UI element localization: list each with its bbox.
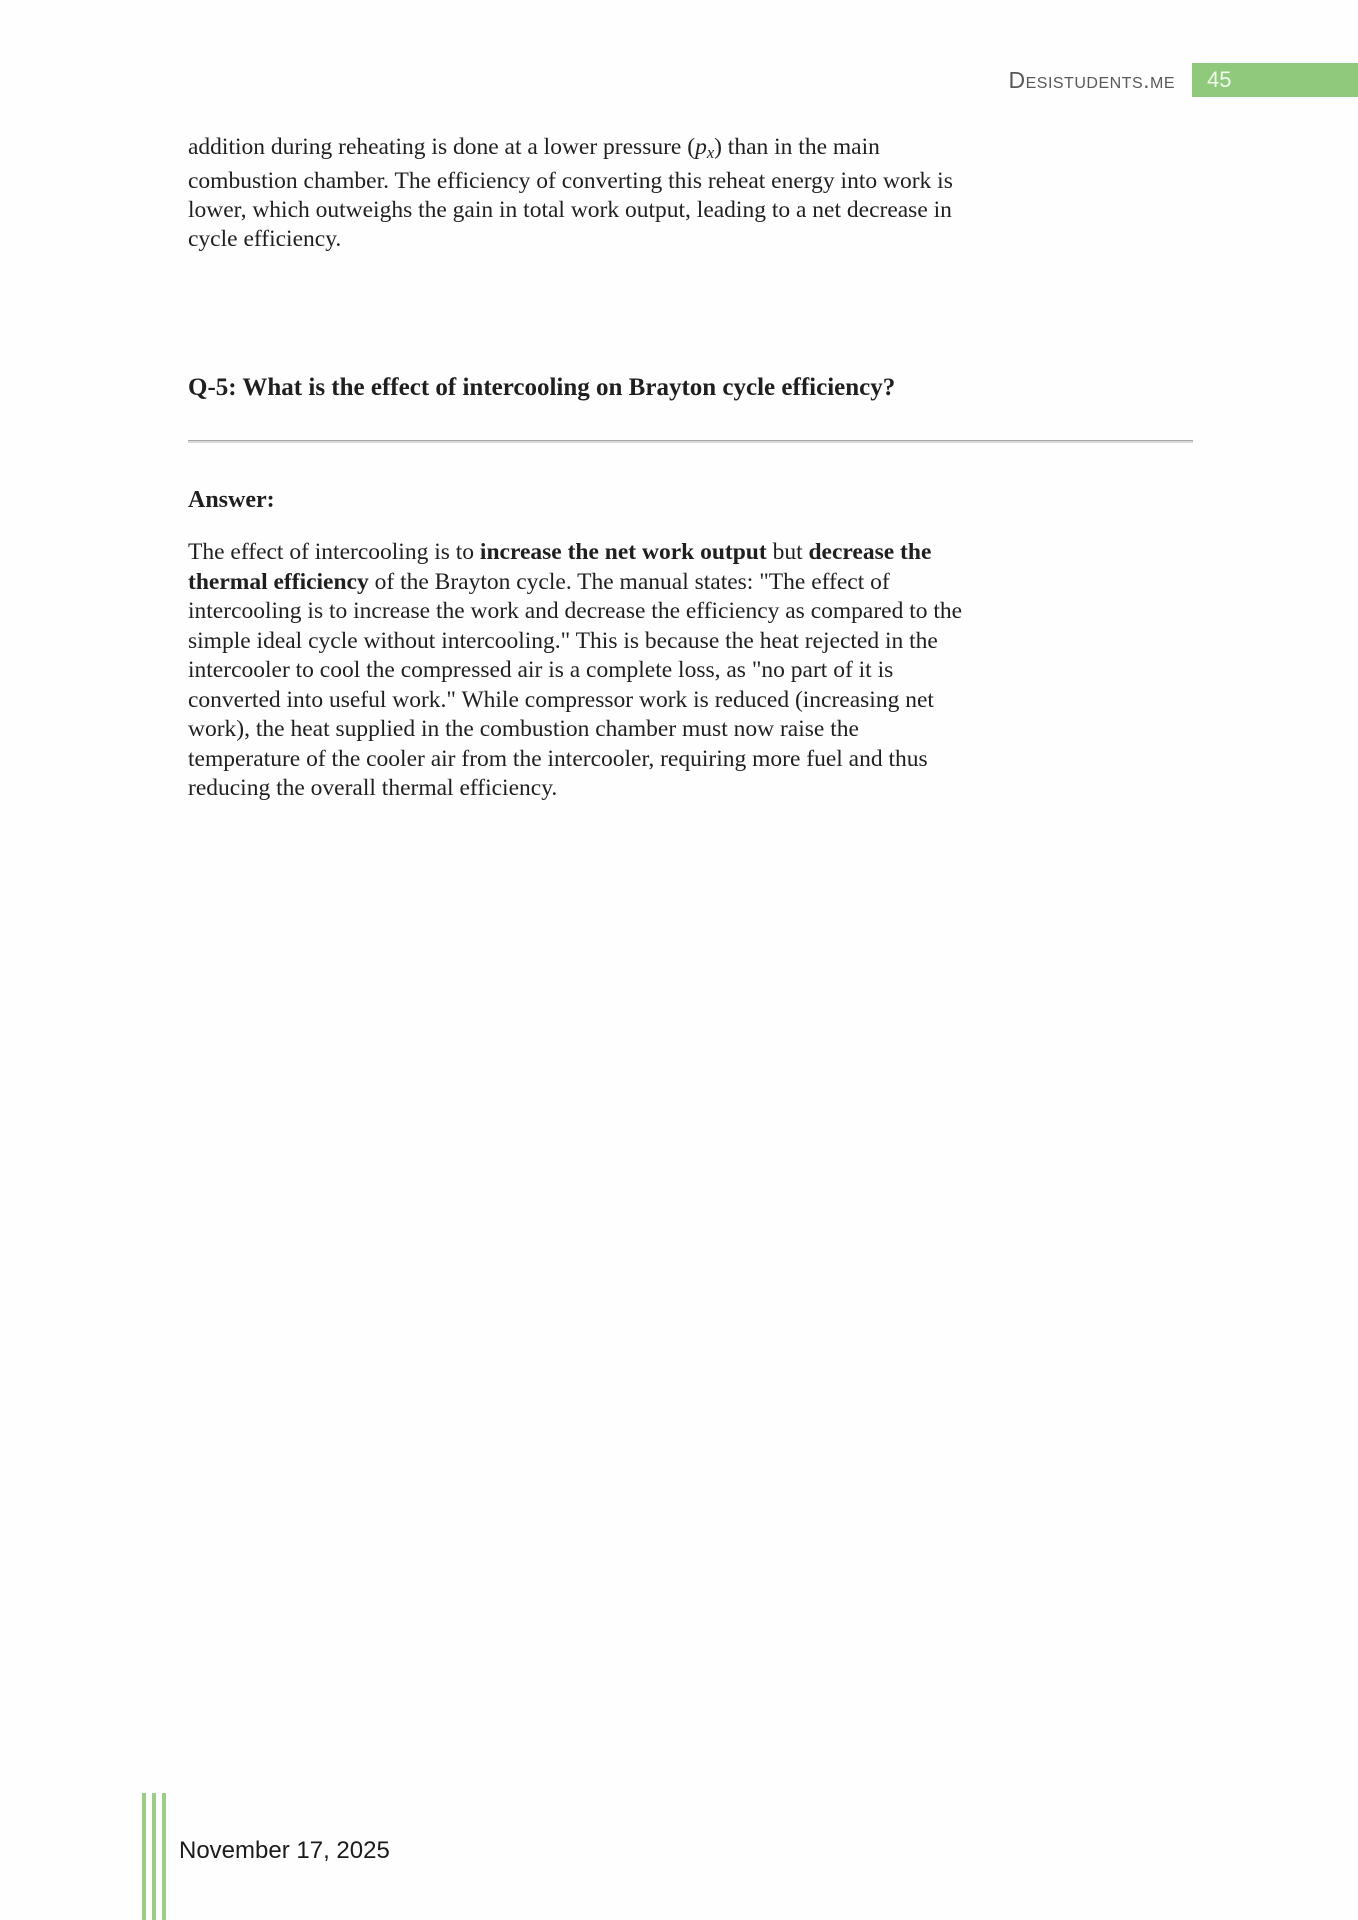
answer-text-part3: of the Brayton cycle. The manual states: "The effect of intercooling is to increase the work and decrease the efficiency as compared to the simple ideal cycle without intercooling." This is because the heat rejected in the intercooler to cool the compressed air is a complete loss, as "no part of it is converted into useful work." While compressor work is reduced (increasing net work), the heat supplied in the combustion chamber must now raise the temperature of the cooler air from the intercooler, requiring more fuel and thus reducing the overall thermal efficiency. <box>188 568 963 802</box>
pressure-subscript: x <box>706 143 715 163</box>
footer-accent-line <box>162 1793 166 1920</box>
footer-accent-lines <box>142 1793 172 1920</box>
answer-bold-thermal-efficiency: decrease the thermal efficiency <box>188 539 932 595</box>
answer-text-part1: The effect of intercooling is to <box>188 539 480 566</box>
footer-accent-line <box>142 1793 146 1920</box>
intro-paragraph <box>188 133 970 254</box>
answer-bold-net-work: increase the net work output <box>479 539 767 566</box>
answer-label: Answer: <box>188 487 275 514</box>
site-name-label: Desistudents.me <box>1008 67 1175 93</box>
footer-accent-line <box>152 1793 156 1920</box>
page-number-badge: 45 <box>1192 63 1358 97</box>
pressure-symbol: p <box>695 134 707 160</box>
answer-paragraph <box>188 538 970 804</box>
page-header <box>0 62 1358 98</box>
answer-text-part2: but <box>766 539 809 566</box>
intro-text-part1: addition during reheating is done at a lower pressure ( <box>188 134 696 160</box>
question-heading: Q-5: What is the effect of intercooling on Brayton cycle efficiency? <box>188 374 896 402</box>
intro-text-part2: ) than in the main combustion chamber. The efficiency of converting this reheat energy into work is lower, which outweighs the gain in total work output, leading to a net decrease in cycle efficiency. <box>188 134 953 253</box>
footer-date: November 17, 2025 <box>179 1837 390 1864</box>
document-content <box>188 133 1193 804</box>
heading-divider-rule <box>188 440 1193 443</box>
